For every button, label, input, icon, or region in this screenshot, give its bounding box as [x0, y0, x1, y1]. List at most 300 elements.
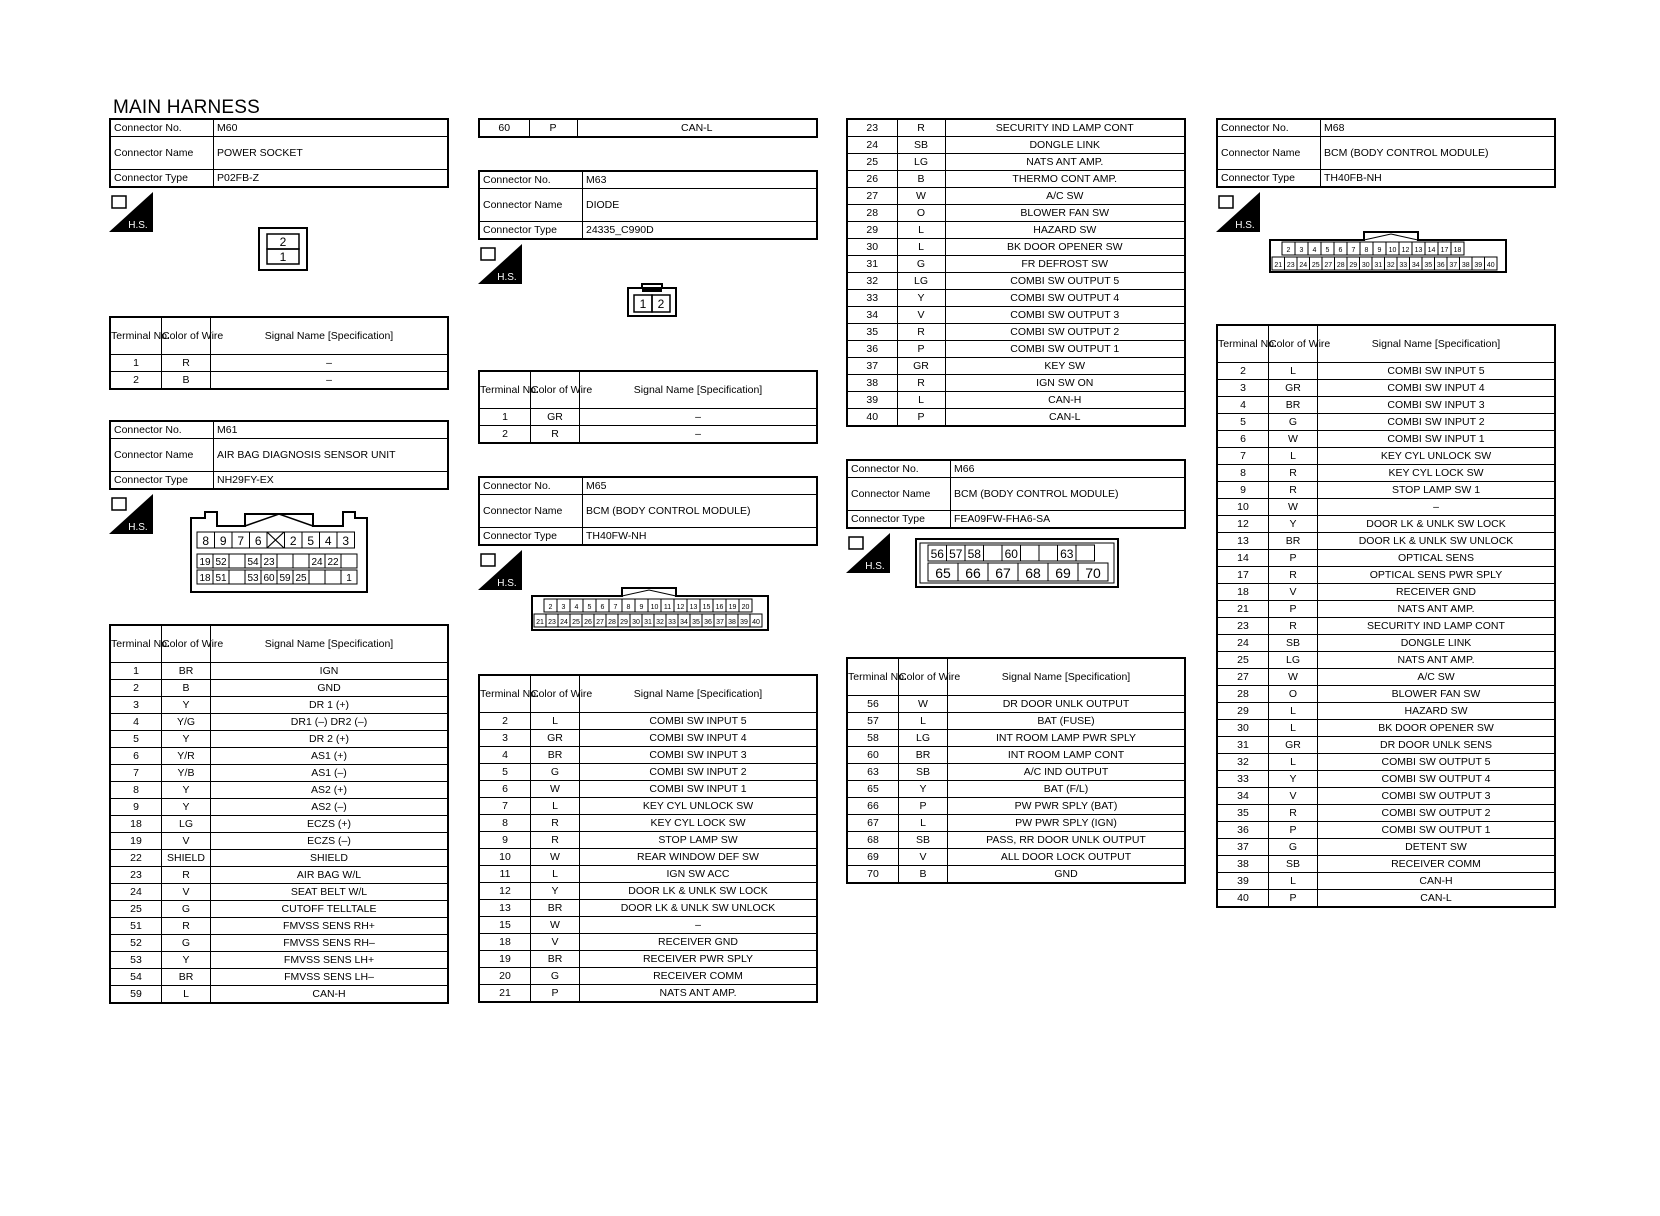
hs-harness-side-icon — [109, 192, 153, 232]
wire-color: G — [897, 256, 945, 273]
signal-name: – — [1318, 499, 1556, 516]
wire-color: L — [899, 713, 948, 730]
wire-color: P — [1269, 822, 1318, 839]
terminal-no: 7 — [1217, 448, 1269, 465]
terminal-no: 68 — [847, 832, 899, 849]
terminal-row — [847, 307, 1185, 324]
pin-label: 39 — [1474, 262, 1483, 269]
pin-label: 23 — [548, 619, 556, 626]
signal-name: RECEIVER COMM — [580, 968, 818, 985]
connector-type: FEA09FW-FHA6-SA — [951, 511, 1186, 529]
pin-label: 1 — [279, 250, 287, 264]
wire-color: P — [1269, 601, 1318, 618]
label-connector-type: Connector Type — [479, 222, 583, 240]
header-color-of-wire: Color of Wire — [531, 371, 580, 409]
pin-cell — [277, 554, 293, 568]
pin-label: 60 — [1004, 547, 1018, 561]
pin-label: 68 — [1025, 565, 1041, 581]
m65-pinout — [530, 586, 770, 634]
pin-label: 17 — [1440, 247, 1449, 254]
label-connector-type: Connector Type — [479, 528, 583, 546]
terminal-row — [847, 764, 1185, 781]
signal-name: COMBI SW OUTPUT 3 — [945, 307, 1185, 324]
pin-label: 23 — [263, 557, 275, 568]
signal-name: DONGLE LINK — [1318, 635, 1556, 652]
connector-no: M66 — [951, 460, 1186, 478]
header-signal-name: Signal Name [Specification] — [211, 317, 449, 355]
terminal-row — [110, 816, 448, 833]
terminal-no: 24 — [110, 884, 162, 901]
terminal-no: 8 — [110, 782, 162, 799]
signal-name: THERMO CONT AMP. — [945, 171, 1185, 188]
signal-name: AS2 (+) — [211, 782, 449, 799]
terminal-row — [847, 256, 1185, 273]
terminal-no: 31 — [1217, 737, 1269, 754]
wire-color: V — [162, 884, 211, 901]
pin-label: 29 — [1349, 262, 1358, 269]
signal-name: RECEIVER GND — [580, 934, 818, 951]
pin-label: 59 — [279, 573, 291, 584]
pin-cell — [325, 570, 341, 584]
terminal-row — [1217, 737, 1555, 754]
terminal-no: 28 — [1217, 686, 1269, 703]
terminal-no: 6 — [110, 748, 162, 765]
terminal-no: 36 — [847, 341, 897, 358]
hs-label: H.S. — [128, 522, 148, 533]
terminal-no: 59 — [110, 986, 162, 1004]
pin-label: 4 — [574, 604, 579, 611]
wire-color: W — [531, 781, 580, 798]
terminal-no: 57 — [847, 713, 899, 730]
terminal-row — [847, 222, 1185, 239]
terminal-row — [1217, 397, 1555, 414]
signal-name: KEY CYL UNLOCK SW — [1318, 448, 1556, 465]
connector-type: 24335_C990D — [583, 222, 818, 240]
terminal-no: 30 — [847, 239, 897, 256]
wire-color: V — [1269, 788, 1318, 805]
terminal-no: 12 — [1217, 516, 1269, 533]
terminal-row — [847, 747, 1185, 764]
signal-name: AS1 (+) — [211, 748, 449, 765]
terminal-no: 6 — [479, 781, 531, 798]
wire-color: LG — [162, 816, 211, 833]
pin-label: 1 — [346, 573, 352, 584]
wire-color: Y/G — [162, 714, 211, 731]
hs-label: H.S. — [497, 272, 517, 283]
terminal-row — [1217, 431, 1555, 448]
signal-name: IGN — [211, 663, 449, 680]
signal-name: – — [211, 355, 449, 372]
signal-name: DOOR LK & UNLK SW UNLOCK — [1318, 533, 1556, 550]
pin-label: 3 — [561, 604, 566, 611]
terminal-row — [847, 205, 1185, 222]
terminal-no: 37 — [1217, 839, 1269, 856]
wire-color: LG — [897, 154, 945, 171]
signal-name: CAN-L — [945, 409, 1185, 427]
wire-color: L — [1269, 448, 1318, 465]
signal-name: COMBI SW INPUT 2 — [580, 764, 818, 781]
wire-color: Y — [897, 290, 945, 307]
pin-label: 56 — [930, 547, 944, 561]
label-connector-type: Connector Type — [847, 511, 951, 529]
signal-name: STOP LAMP SW — [580, 832, 818, 849]
signal-name: A/C IND OUTPUT — [948, 764, 1186, 781]
pin-label: 3 — [342, 534, 350, 548]
pin-label: 9 — [219, 534, 227, 548]
pin-label: 22 — [327, 557, 339, 568]
pin-label: 25 — [572, 619, 580, 626]
terminal-no: 7 — [479, 798, 531, 815]
wire-color: R — [897, 324, 945, 341]
terminal-row — [847, 392, 1185, 409]
connector-name: BCM (BODY CONTROL MODULE) — [1321, 137, 1556, 170]
terminal-no: 29 — [847, 222, 897, 239]
label-connector-name: Connector Name — [479, 189, 583, 222]
pin-cell — [293, 554, 309, 568]
terminal-row — [110, 355, 448, 372]
terminal-row — [847, 154, 1185, 171]
terminal-no: 24 — [847, 137, 897, 154]
connector-diagram-m61 — [109, 494, 449, 624]
terminal-no: 25 — [110, 901, 162, 918]
label-connector-type: Connector Type — [110, 472, 214, 490]
label-connector-name: Connector Name — [479, 495, 583, 528]
connector-diagram-m60 — [109, 192, 449, 316]
terminal-no: 34 — [847, 307, 897, 324]
wire-color: GR — [531, 730, 580, 747]
signal-name: RECEIVER GND — [1318, 584, 1556, 601]
wire-color: BR — [1269, 397, 1318, 414]
terminal-no: 33 — [847, 290, 897, 307]
signal-name: INT ROOM LAMP CONT — [948, 747, 1186, 764]
connector-type: TH40FW-NH — [583, 528, 818, 546]
connector-name: AIR BAG DIAGNOSIS SENSOR UNIT — [214, 439, 449, 472]
pin-cell — [341, 554, 357, 568]
wire-color: LG — [1269, 652, 1318, 669]
terminal-no: 67 — [847, 815, 899, 832]
terminal-row — [1217, 686, 1555, 703]
terminal-row — [1217, 567, 1555, 584]
terminal-no: 32 — [1217, 754, 1269, 771]
terminal-no: 5 — [110, 731, 162, 748]
wire-color: R — [1269, 465, 1318, 482]
terminal-table-m66 — [846, 657, 1186, 884]
pin-label: 12 — [1401, 247, 1410, 254]
connector-no: M61 — [214, 421, 449, 439]
hs-label: H.S. — [1235, 220, 1255, 231]
terminal-row — [1217, 618, 1555, 635]
terminal-no: 19 — [479, 951, 531, 968]
pin-label: 37 — [1449, 262, 1458, 269]
wire-color: R — [162, 867, 211, 884]
connector-info-m61 — [109, 420, 449, 490]
pin-label: 4 — [1312, 247, 1317, 254]
terminal-no: 3 — [1217, 380, 1269, 397]
terminal-no: 9 — [479, 832, 531, 849]
wire-color: V — [897, 307, 945, 324]
connector-info-m68 — [1216, 118, 1556, 188]
terminal-row — [110, 867, 448, 884]
terminal-row — [1217, 754, 1555, 771]
pin-label: 60 — [263, 573, 275, 584]
terminal-no: 22 — [110, 850, 162, 867]
terminal-no: 29 — [1217, 703, 1269, 720]
pin-label: 2 — [1286, 247, 1291, 254]
terminal-row — [847, 188, 1185, 205]
terminal-row — [110, 850, 448, 867]
header-signal-name: Signal Name [Specification] — [580, 675, 818, 713]
hs-label: H.S. — [865, 561, 885, 572]
terminal-row — [847, 815, 1185, 832]
wire-color: SB — [1269, 856, 1318, 873]
pin-label: 2 — [548, 604, 553, 611]
terminal-no: 8 — [1217, 465, 1269, 482]
terminal-row — [847, 171, 1185, 188]
terminal-no: 31 — [847, 256, 897, 273]
terminal-no: 4 — [479, 747, 531, 764]
connector-type: P02FB-Z — [214, 170, 449, 188]
pin-label: 7 — [237, 534, 245, 548]
wire-color: L — [897, 239, 945, 256]
wire-color: L — [899, 815, 948, 832]
pin-label: 19 — [199, 557, 211, 568]
pin-label: 51 — [215, 573, 227, 584]
wire-color: Y — [531, 883, 580, 900]
terminal-table-m68 — [1216, 324, 1556, 908]
signal-name: DOOR LK & UNLK SW LOCK — [580, 883, 818, 900]
terminal-no: 69 — [847, 849, 899, 866]
terminal-no: 13 — [1217, 533, 1269, 550]
pin-label: 8 — [1364, 247, 1369, 254]
terminal-row — [1217, 788, 1555, 805]
m60-pinout — [255, 224, 311, 274]
wire-color: P — [899, 798, 948, 815]
hs-harness-side-icon — [109, 494, 153, 534]
terminal-no: 9 — [110, 799, 162, 816]
connector-info-m66 — [846, 459, 1186, 529]
signal-name: COMBI SW INPUT 1 — [580, 781, 818, 798]
connector-info-m65 — [478, 476, 818, 546]
terminal-no: 37 — [847, 358, 897, 375]
pin-label: 32 — [1386, 262, 1395, 269]
wire-color: P — [897, 341, 945, 358]
terminal-no: 38 — [847, 375, 897, 392]
wire-color: V — [1269, 584, 1318, 601]
signal-name: NATS ANT AMP. — [1318, 652, 1556, 669]
m68-pinout — [1268, 230, 1508, 276]
terminal-no: 25 — [1217, 652, 1269, 669]
terminal-table-m60 — [109, 316, 449, 390]
terminal-row — [110, 748, 448, 765]
terminal-row — [110, 833, 448, 850]
header-color-of-wire: Color of Wire — [531, 675, 580, 713]
pin-label: 40 — [1486, 262, 1495, 269]
signal-name: PW PWR SPLY (BAT) — [948, 798, 1186, 815]
terminal-no: 2 — [110, 680, 162, 697]
connector-no: M65 — [583, 477, 818, 495]
terminal-row — [479, 917, 817, 934]
wire-color: G — [162, 935, 211, 952]
wire-color: R — [162, 355, 211, 372]
wire-color: R — [897, 375, 945, 392]
signal-name: INT ROOM LAMP PWR SPLY — [948, 730, 1186, 747]
terminal-row — [110, 969, 448, 986]
label-connector-no: Connector No. — [1217, 119, 1321, 137]
pin-label: 24 — [560, 619, 568, 626]
terminal-no: 11 — [479, 866, 531, 883]
pin-label: 24 — [311, 557, 323, 568]
pin-label: 40 — [752, 619, 760, 626]
pin-label: 39 — [740, 619, 748, 626]
signal-name: CAN-L — [1318, 890, 1556, 908]
label-connector-no: Connector No. — [479, 477, 583, 495]
page-title: MAIN HARNESS — [113, 97, 261, 118]
wire-color: BR — [531, 951, 580, 968]
terminal-row — [1217, 482, 1555, 499]
terminal-row — [110, 799, 448, 816]
header-terminal-no: Terminal No. — [479, 675, 531, 713]
header-signal-name: Signal Name [Specification] — [211, 625, 449, 663]
label-connector-type: Connector Type — [1217, 170, 1321, 188]
signal-name: A/C SW — [1318, 669, 1556, 686]
terminal-table-m61 — [109, 624, 449, 1004]
terminal-row — [479, 798, 817, 815]
m66-pinout — [914, 537, 1120, 589]
wire-color: G — [1269, 839, 1318, 856]
terminal-row — [110, 952, 448, 969]
terminal-no: 25 — [847, 154, 897, 171]
signal-name: BAT (FUSE) — [948, 713, 1186, 730]
terminal-row — [110, 986, 448, 1004]
wire-color: L — [1269, 363, 1318, 380]
terminal-row — [479, 883, 817, 900]
pin-label: 6 — [600, 604, 605, 611]
wire-color: BR — [531, 900, 580, 917]
pin-label: 66 — [965, 565, 981, 581]
terminal-row — [479, 730, 817, 747]
pin-cell — [1039, 545, 1058, 561]
signal-name: CAN-H — [1318, 873, 1556, 890]
wire-color: B — [899, 866, 948, 884]
terminal-table-m63 — [478, 370, 818, 444]
signal-name: RECEIVER PWR SPLY — [580, 951, 818, 968]
signal-name: CAN-H — [945, 392, 1185, 409]
pin-label: 16 — [715, 604, 724, 611]
terminal-no: 51 — [110, 918, 162, 935]
terminal-no: 10 — [479, 849, 531, 866]
wire-color: R — [531, 426, 580, 444]
pin-label: 4 — [324, 534, 332, 548]
signal-name: GND — [211, 680, 449, 697]
wire-color: Y — [1269, 516, 1318, 533]
terminal-row — [1217, 448, 1555, 465]
pin-label: 3 — [1299, 247, 1304, 254]
terminal-row — [479, 713, 817, 730]
connector-info-m60 — [109, 118, 449, 188]
hs-harness-side-icon — [478, 244, 522, 284]
column-1 — [109, 118, 449, 1004]
connector-type: NH29FY-EX — [214, 472, 449, 490]
signal-name: COMBI SW OUTPUT 1 — [945, 341, 1185, 358]
hs-harness-side-icon — [478, 550, 522, 590]
signal-name: HAZARD SW — [945, 222, 1185, 239]
signal-name: BLOWER FAN SW — [945, 205, 1185, 222]
terminal-no: 33 — [1217, 771, 1269, 788]
signal-name: AS2 (–) — [211, 799, 449, 816]
wire-color: W — [1269, 499, 1318, 516]
wire-color: BR — [1269, 533, 1318, 550]
wire-color: V — [899, 849, 948, 866]
terminal-no: 63 — [847, 764, 899, 781]
signal-name: SECURITY IND LAMP CONT — [945, 119, 1185, 137]
signal-name: PW PWR SPLY (IGN) — [948, 815, 1186, 832]
terminal-no: 5 — [1217, 414, 1269, 431]
terminal-row — [847, 137, 1185, 154]
terminal-no: 12 — [479, 883, 531, 900]
terminal-row — [110, 731, 448, 748]
terminal-no: 23 — [110, 867, 162, 884]
terminal-no: 10 — [1217, 499, 1269, 516]
pin-label: 2 — [657, 297, 665, 311]
signal-name: COMBI SW OUTPUT 3 — [1318, 788, 1556, 805]
wire-color: R — [1269, 482, 1318, 499]
pin-label: 14 — [1427, 247, 1436, 254]
label-connector-no: Connector No. — [110, 119, 214, 137]
wire-color: LG — [899, 730, 948, 747]
signal-name: OPTICAL SENS — [1318, 550, 1556, 567]
connector-name: POWER SOCKET — [214, 137, 449, 170]
hs-label: H.S. — [128, 220, 148, 231]
signal-name: FMVSS SENS LH– — [211, 969, 449, 986]
terminal-no: 70 — [847, 866, 899, 884]
label-connector-no: Connector No. — [479, 171, 583, 189]
terminal-no: 40 — [1217, 890, 1269, 908]
terminal-no: 7 — [110, 765, 162, 782]
connector-diagram-m65 — [478, 550, 818, 674]
pin-label: 31 — [1374, 262, 1383, 269]
signal-name: COMBI SW INPUT 1 — [1318, 431, 1556, 448]
signal-name: SHIELD — [211, 850, 449, 867]
signal-name: DOOR LK & UNLK SW LOCK — [1318, 516, 1556, 533]
terminal-no: 39 — [1217, 873, 1269, 890]
signal-name: COMBI SW INPUT 5 — [1318, 363, 1556, 380]
terminal-table-m65 — [478, 674, 818, 1003]
pin-label: 25 — [1311, 262, 1320, 269]
terminal-row — [110, 372, 448, 390]
signal-name: A/C SW — [945, 188, 1185, 205]
terminal-row — [110, 884, 448, 901]
signal-name: COMBI SW OUTPUT 4 — [945, 290, 1185, 307]
signal-name: BK DOOR OPENER SW — [1318, 720, 1556, 737]
wire-color: R — [1269, 567, 1318, 584]
pin-label: 26 — [584, 619, 592, 626]
m63-pinout — [624, 280, 680, 320]
signal-name: COMBI SW INPUT 3 — [1318, 397, 1556, 414]
pin-label: 6 — [1338, 247, 1343, 254]
terminal-row — [110, 782, 448, 799]
terminal-row — [1217, 550, 1555, 567]
pin-cell — [229, 570, 245, 584]
terminal-no: 65 — [847, 781, 899, 798]
terminal-row — [847, 375, 1185, 392]
pin-label: 20 — [741, 604, 750, 611]
wire-color: BR — [531, 747, 580, 764]
pin-label: 35 — [692, 619, 700, 626]
terminal-row — [479, 764, 817, 781]
terminal-row — [479, 934, 817, 951]
terminal-row — [847, 119, 1185, 137]
signal-name: KEY SW — [945, 358, 1185, 375]
